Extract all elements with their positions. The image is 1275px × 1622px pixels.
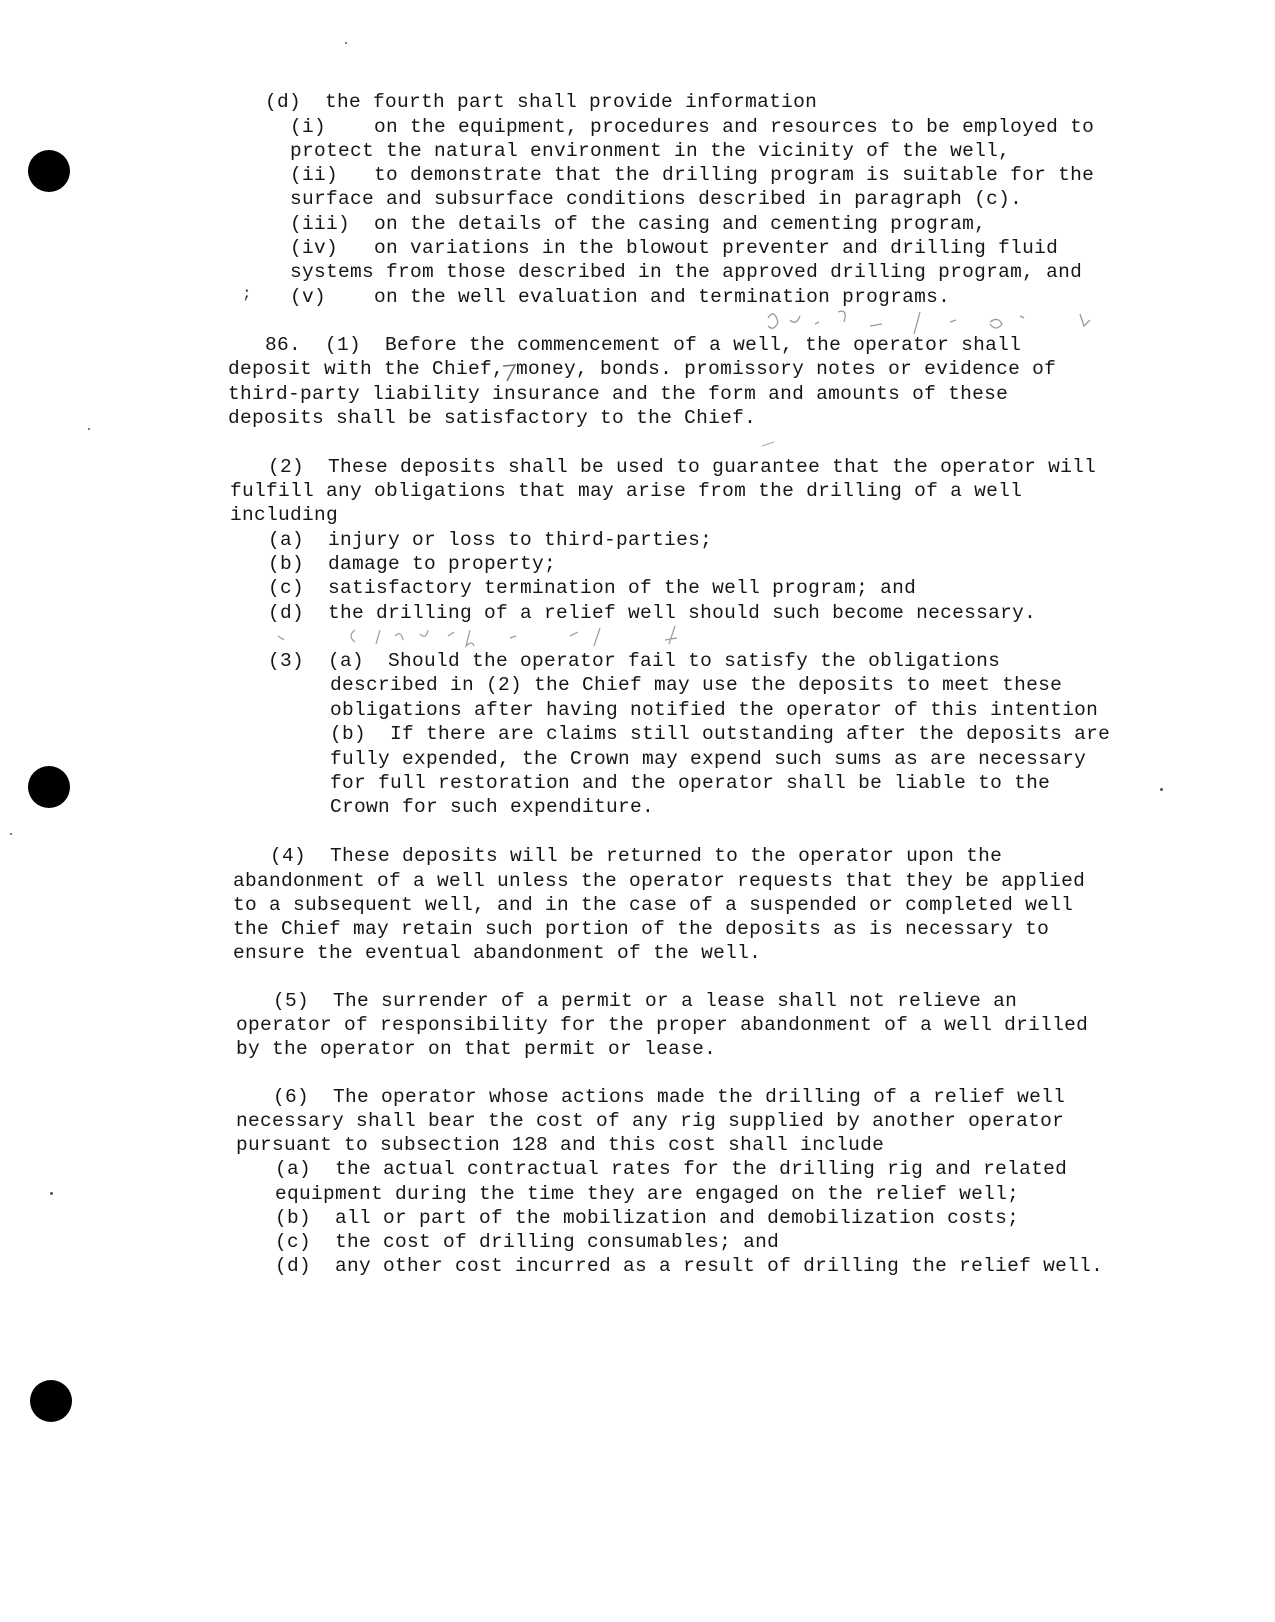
clause-d-ii: (ii) to demonstrate that the drilling program is suitable for the (290, 164, 1095, 186)
section-86-4-cont: abandonment of a well unless the operator requests that they be applied (233, 870, 1086, 892)
handwritten-annotation-icon (760, 306, 1100, 336)
section-86-6: (6) The operator whose actions made the drilling of a relief well (273, 1086, 1066, 1108)
handwritten-mark-icon (760, 438, 780, 450)
clause-d-v: (v) on the well evaluation and termination programs. (290, 286, 951, 308)
section-86-6-cont: pursuant to subsection 128 and this cost shall include (236, 1134, 885, 1156)
section-86-3-b-cont: for full restoration and the operator shall be liable to the (330, 772, 1051, 794)
section-86-2-c: (c) satisfactory termination of the well program; and (268, 577, 917, 599)
section-86-4-cont: the Chief may retain such portion of the deposits as is necessary to (233, 918, 1050, 940)
section-86-6-a: (a) the actual contractual rates for the drilling rig and related (275, 1158, 1068, 1180)
section-86-1-cont: deposit with the Chief, money, bonds. promissory notes or evidence of (228, 358, 1057, 380)
punch-hole-bottom (30, 1380, 72, 1422)
section-86-6-cont: necessary shall bear the cost of any rig supplied by another operator (236, 1110, 1065, 1132)
section-86-4: (4) These deposits will be returned to the operator upon the (270, 845, 1003, 867)
section-86-5-cont: by the operator on that permit or lease. (236, 1038, 717, 1060)
clause-d-iii: (iii) on the details of the casing and cementing program, (290, 213, 987, 235)
section-86-6-d: (d) any other cost incurred as a result of drilling the relief well. (275, 1255, 1104, 1277)
clause-d-iv: (iv) on variations in the blowout preventer and drilling fluid (290, 237, 1059, 259)
scan-speck (88, 428, 90, 430)
section-86-5: (5) The surrender of a permit or a lease shall not relieve an (273, 990, 1018, 1012)
clause-d-heading: (d) the fourth part shall provide information (265, 91, 818, 113)
clause-d-ii-cont: surface and subsurface conditions described in paragraph (c). (290, 188, 1023, 210)
margin-mark: ; (242, 285, 252, 303)
section-86-4-cont: to a subsequent well, and in the case of a suspended or completed well (233, 894, 1074, 916)
section-86-3-b-cont: fully expended, the Crown may expend such sums as are necessary (330, 748, 1087, 770)
section-86-6-b: (b) all or part of the mobilization and demobilization costs; (275, 1207, 1020, 1229)
section-86-1-cont: third-party liability insurance and the form and amounts of these (228, 383, 1009, 405)
section-86-6-c: (c) the cost of drilling consumables; and (275, 1231, 780, 1253)
section-86-5-cont: operator of responsibility for the proper abandonment of a well drilled (236, 1014, 1089, 1036)
clause-d-iv-cont: systems from those described in the approved drilling program, and (290, 261, 1083, 283)
section-86-1-cont: deposits shall be satisfactory to the Chief. (228, 407, 757, 429)
punch-hole-middle (28, 766, 70, 808)
section-86-2-d: (d) the drilling of a relief well should such become necessary. (268, 602, 1037, 624)
section-86-2-cont: including (230, 504, 339, 526)
section-86-4-cont: ensure the eventual abandonment of the well. (233, 942, 762, 964)
punch-hole-top (28, 150, 70, 192)
section-86-3-a: (3) (a) Should the operator fail to satisfy the obligations (268, 650, 1001, 672)
clause-d-i: (i) on the equipment, procedures and resources to be employed to (290, 116, 1095, 138)
scan-speck (10, 833, 12, 835)
section-86-3-b: (b) If there are claims still outstanding after the deposits are (330, 723, 1111, 745)
section-86-3-b-cont: Crown for such expenditure. (330, 796, 655, 818)
scan-speck (1160, 788, 1163, 791)
section-86-3-a-cont: obligations after having notified the operator of this intention (330, 699, 1099, 721)
section-86-2-a: (a) injury or loss to third-parties; (268, 529, 713, 551)
scan-speck (345, 42, 347, 44)
section-86-2-cont: fulfill any obligations that may arise from the drilling of a well (230, 480, 1023, 502)
section-86-3-a-cont: described in (2) the Chief may use the deposits to meet these (330, 674, 1063, 696)
scan-speck (50, 1192, 53, 1195)
section-86-2: (2) These deposits shall be used to guarantee that the operator will (268, 456, 1097, 478)
section-86-6-a-cont: equipment during the time they are engaged on the relief well; (275, 1183, 1020, 1205)
section-86-2-b: (b) damage to property; (268, 553, 557, 575)
section-86-1: 86. (1) Before the commencement of a well, the operator shall (265, 334, 1022, 356)
clause-d-i-cont: protect the natural environment in the vicinity of the well, (290, 140, 1011, 162)
